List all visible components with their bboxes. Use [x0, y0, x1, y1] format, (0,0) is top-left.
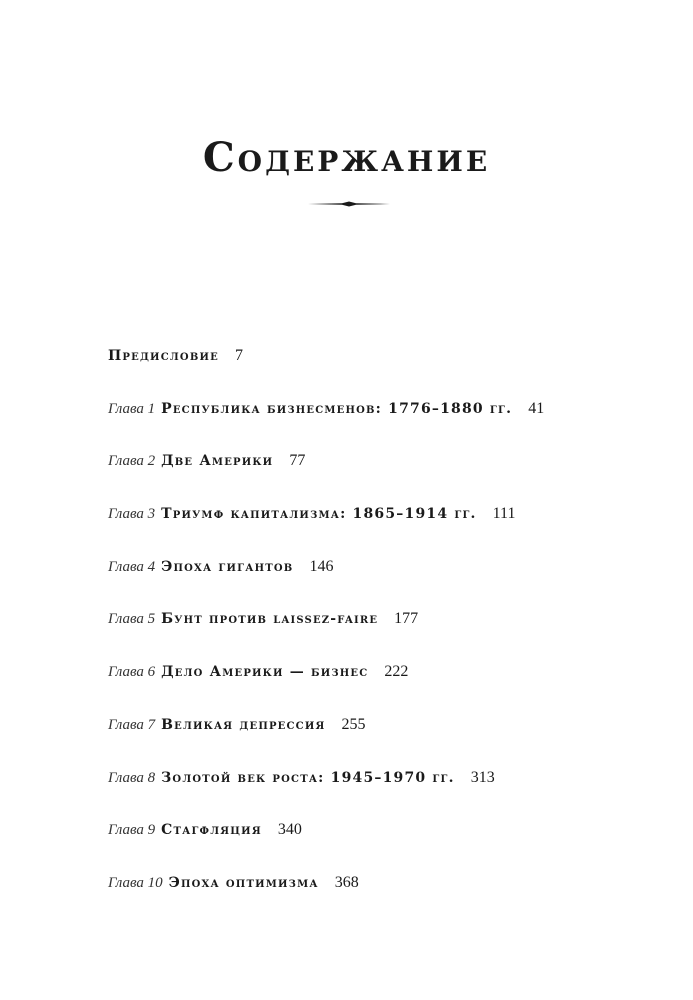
toc-chapter-label: Глава 4	[108, 558, 156, 575]
toc-chapter-label: Глава 2	[108, 453, 156, 470]
toc-chapter-label: Глава 8	[108, 769, 156, 786]
toc-chapter-label: Глава 10	[108, 874, 163, 891]
toc-entry-title: Великая депрессия	[161, 716, 326, 733]
toc-entry-page: 222	[384, 663, 409, 681]
toc-entry-page: 368	[334, 873, 359, 891]
toc-chapter-label: Глава 7	[108, 716, 156, 733]
page-title: Содержание	[202, 134, 491, 181]
toc-chapter-label: Глава 6	[108, 664, 156, 681]
toc-entry-chapter-7[interactable]	[108, 715, 668, 768]
toc-entry-chapter-2[interactable]	[108, 451, 668, 504]
toc-entry-title: Эпоха оптимизма	[168, 874, 319, 891]
toc-chapter-label: Глава 1	[108, 400, 156, 417]
toc-entry-chapter-6[interactable]	[108, 662, 668, 715]
toc-entry-page: 146	[309, 557, 334, 575]
toc-entry-title: Стагфляция	[161, 822, 262, 839]
toc-entry-page: 7	[234, 347, 243, 364]
toc-entry-page: 41	[528, 399, 545, 417]
toc-entry-chapter-3[interactable]	[108, 504, 668, 557]
toc-entry-chapter-10[interactable]	[108, 873, 668, 926]
toc-entry-title: Дело Америки — бизнес	[161, 664, 369, 681]
toc-entry-chapter-9[interactable]	[108, 820, 668, 873]
toc-entry-chapter-5[interactable]	[108, 609, 668, 662]
toc-entry-page: 313	[470, 768, 495, 786]
toc-entry-title: Предисловие	[108, 348, 219, 364]
toc-chapter-label: Глава 5	[108, 611, 156, 628]
toc-entry-page: 111	[492, 505, 516, 523]
toc-entry-title: Золотой век роста: 1945–1970 гг.	[161, 769, 455, 786]
ornament-divider-icon	[308, 198, 390, 210]
toc-entry-title: Эпоха гигантов	[161, 558, 294, 575]
toc-entry-chapter-4[interactable]	[108, 557, 668, 610]
toc-entry-title: Бунт против laissez-faire	[161, 611, 379, 628]
toc-entry-preface[interactable]	[108, 346, 668, 399]
toc-chapter-label: Глава 3	[108, 506, 156, 523]
toc-entry-chapter-8[interactable]	[108, 768, 668, 821]
toc-entry-title: Республика бизнесменов: 1776–1880 гг.	[161, 400, 513, 417]
toc-entry-page: 77	[289, 452, 306, 470]
table-of-contents	[108, 346, 668, 926]
toc-entry-title: Триумф капитализма: 1865–1914 гг.	[161, 506, 477, 523]
toc-chapter-label: Глава 9	[108, 822, 156, 839]
toc-entry-chapter-1[interactable]	[108, 399, 668, 452]
toc-entry-page: 177	[394, 610, 419, 628]
toc-entry-title: Две Америки	[161, 453, 274, 470]
toc-entry-page: 340	[277, 821, 302, 839]
toc-entry-page: 255	[341, 715, 366, 733]
